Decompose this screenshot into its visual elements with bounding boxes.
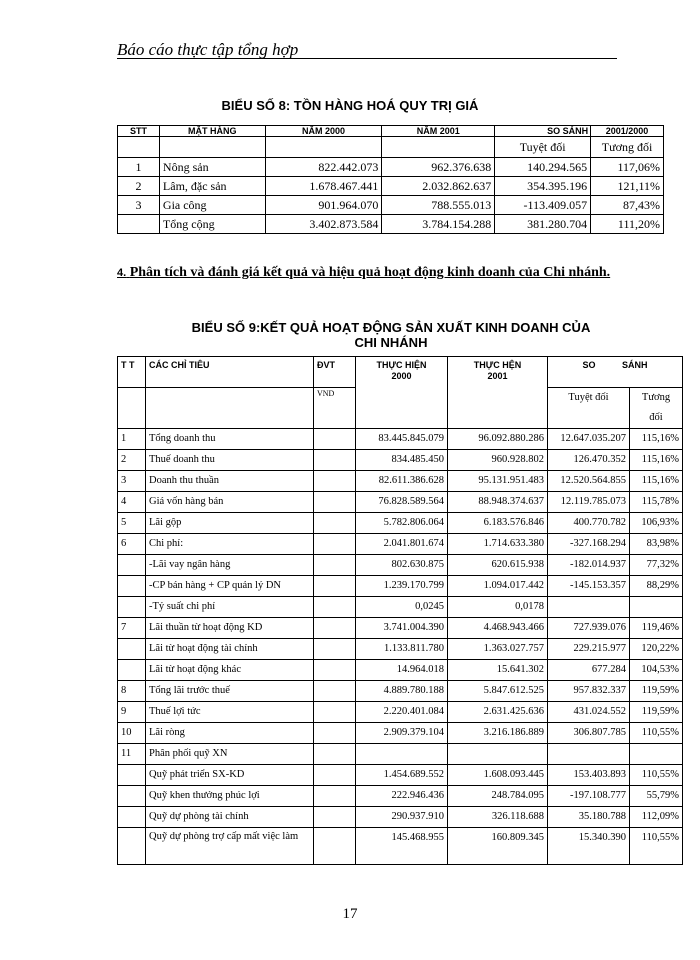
table-row: 10 Lãi ròng 2.909.379.104 3.216.186.889 306.807.785 110,55% [118, 723, 683, 744]
table9-header-absolute: Tuyệt đối [548, 388, 630, 429]
table8-header-item: MẶT HÀNG [159, 126, 265, 137]
table9-unit-value: VND [317, 389, 335, 398]
table-row: 5 Lãi gộp 5.782.806.064 6.183.576.846 400.770.782 106,93% [118, 513, 683, 534]
section-4-text: Phân tích và đánh giá kết quả và hiệu quả hoạt động kinh doanh của Chi nhánh. [129, 265, 611, 280]
table-row: Quỹ dự phòng tài chính 290.937.910 326.118.688 35.180.788 112,09% [118, 807, 683, 828]
table9-header-2001: THỰC HỆN 2001 [448, 357, 548, 429]
section-4-heading [117, 262, 637, 284]
table-row: 6 Chi phí: 2.041.801.674 1.714.633.380 -327.168.294 83,98% [118, 534, 683, 555]
page-number: 17 [342, 906, 358, 922]
table8-header-stt: STT [118, 126, 160, 137]
table9-header-relative: Tương đối [630, 388, 683, 429]
table-row: 1 Tổng doanh thu 83.445.845.079 96.092.880.286 12.647.035.207 115,16% [118, 429, 683, 450]
table8-header-row [118, 126, 664, 137]
section-4-number: 4. [117, 267, 127, 279]
table-row: Lãi từ hoạt động tài chính 1.133.811.780 1.363.027.757 229.215.977 120,22% [118, 639, 683, 660]
table9-title-line2: CHI NHÁNH [354, 335, 428, 350]
business-results-table [117, 356, 683, 865]
table-row: 4 Giá vốn hàng bán 76.828.589.564 88.948.374.637 12.119.785.073 115,78% [118, 492, 683, 513]
table-row: -CP bán hàng + CP quản lý DN 1.239.170.799 1.094.017.442 -145.153.357 88,29% [118, 576, 683, 597]
table9-header-row [118, 357, 683, 388]
table-row: 3 Doanh thu thuần 82.611.386.628 95.131.951.483 12.520.564.855 115,16% [118, 471, 683, 492]
header-divider [117, 58, 617, 59]
table9-header-2000: THỰC HIỆN 2000 [356, 357, 448, 429]
table-row: 1 Nông sản 822.442.073 962.376.638 140.294.565 117,06% [118, 158, 664, 177]
table-row: 2 Thuế doanh thu 834.485.450 960.928.802 126.470.352 115,16% [118, 450, 683, 471]
table9-header-unit: ĐVT [314, 357, 356, 388]
table-row: -Tỷ suất chi phí 0,0245 0,0178 [118, 597, 683, 618]
table9-title [117, 320, 665, 350]
table9-header-tt: T T [118, 357, 146, 388]
table-row: -Lãi vay ngân hàng 802.630.875 620.615.938 -182.014.937 77,32% [118, 555, 683, 576]
table-row: 7 Lãi thuần từ hoạt động KD 3.741.004.390 4.468.943.466 727.939.076 119,46% [118, 618, 683, 639]
table-row: Quỹ dự phòng trợ cấp mất việc làm 145.468.955 160.809.345 15.340.390 110,55% [118, 828, 683, 865]
table8-subheader-row [118, 137, 664, 158]
table8-header-absolute: Tuyệt đối [495, 137, 591, 158]
inventory-value-table [117, 125, 664, 234]
table9-header-indicator: CÁC CHỈ TIÊU [146, 357, 314, 388]
table8-header-compare: SO SÁNH [495, 126, 591, 137]
table9-title-line1: BIỂU SỐ 9:KẾT QUẢ HOẠT ĐỘNG SẢN XUẤT KINH DOANH CỦA [191, 320, 591, 335]
report-header-title: Báo cáo thực tập tổng hợp [117, 40, 299, 59]
table8-total-row: Tổng cộng 3.402.873.584 3.784.154.288 381.280.704 111,20% [118, 215, 664, 234]
table8-header-2000: NĂM 2000 [265, 126, 382, 137]
table-row: 9 Thuế lợi tức 2.220.401.084 2.631.425.636 431.024.552 119,59% [118, 702, 683, 723]
table9-header-compare: SO SÁNH [548, 357, 683, 388]
table-row: 3 Gia công 901.964.070 788.555.013 -113.409.057 87,43% [118, 196, 664, 215]
table-row: 11 Phân phối quỹ XN [118, 744, 683, 765]
table-row: 2 Lâm, đặc sản 1.678.467.441 2.032.862.637 354.395.196 121,11% [118, 177, 664, 196]
table8-header-compare-year: 2001/2000 [591, 126, 664, 137]
table-row: Quỹ khen thưởng phúc lợi 222.946.436 248.784.095 -197.108.777 55,79% [118, 786, 683, 807]
table8-header-relative: Tương đối [591, 137, 664, 158]
table-row: 8 Tổng lãi trước thuế 4.889.780.188 5.847.612.525 957.832.337 119,59% [118, 681, 683, 702]
table9-body [118, 429, 683, 865]
table8-header-2001: NĂM 2001 [382, 126, 495, 137]
table-row: Lãi từ hoạt động khác 14.964.018 15.641.302 677.284 104,53% [118, 660, 683, 681]
table-row: Quỹ phát triển SX-KD 1.454.689.552 1.608.093.445 153.403.893 110,55% [118, 765, 683, 786]
table8-title: BIỂU SỐ 8: TỒN HÀNG HOÁ QUY TRỊ GIÁ [221, 98, 479, 113]
